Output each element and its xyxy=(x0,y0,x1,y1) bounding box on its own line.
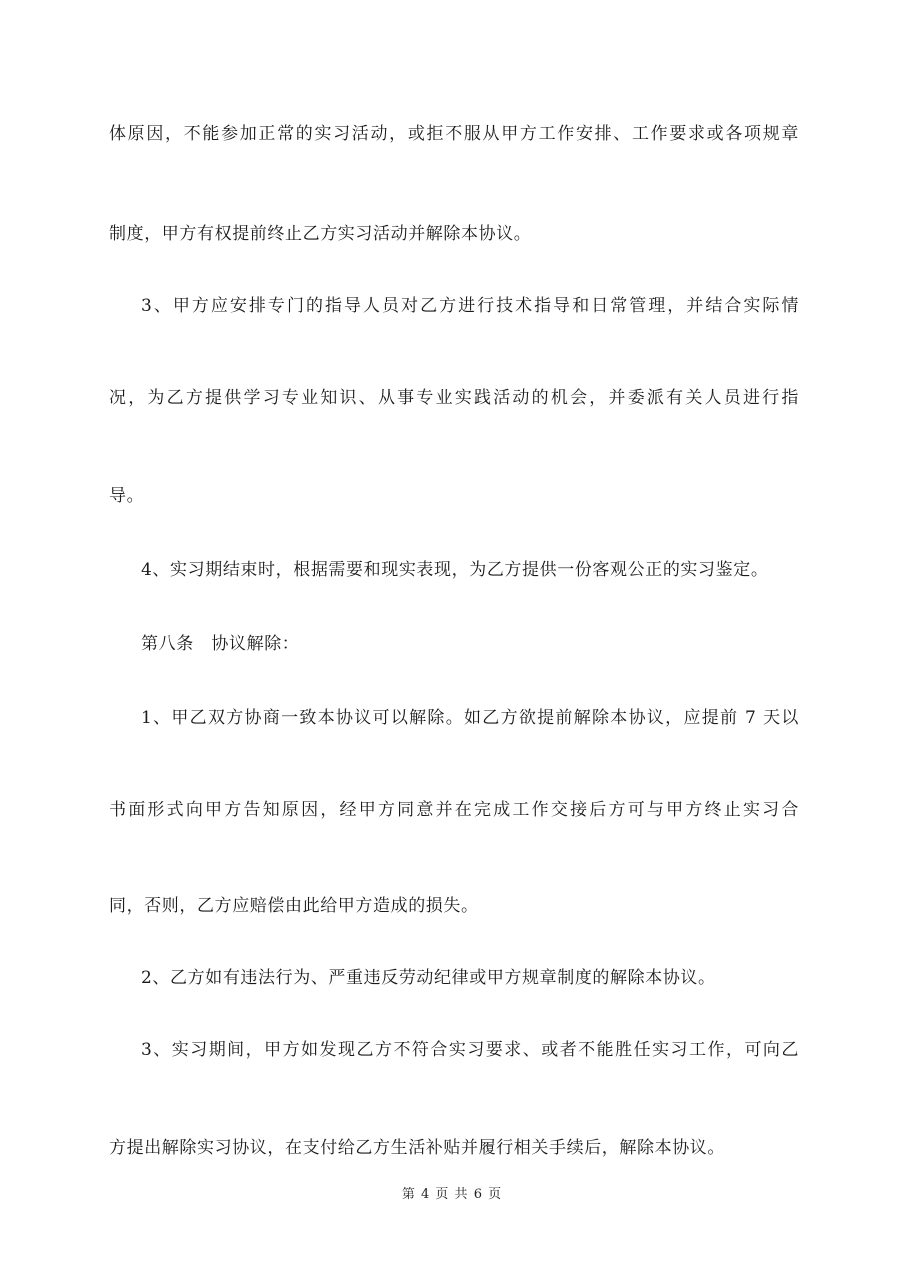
paragraph-line: 4、实习期结束时，根据需要和现实表现，为乙方提供一份客观公正的实习鉴定。 xyxy=(141,560,769,580)
paragraph-line: 1、甲乙双方协商一致本协议可以解除。如乙方欲提前解除本协议，应提前 7 天以 xyxy=(141,708,799,728)
paragraph-line: 制度，甲方有权提前终止乙方实习活动并解除本协议。 xyxy=(109,224,532,244)
paragraph-line: 导。 xyxy=(109,486,145,506)
paragraph-line: 体原因，不能参加正常的实习活动，或拒不服从甲方工作安排、工作要求或各项规章 xyxy=(109,124,799,144)
paragraph-line: 3、实习期间，甲方如发现乙方不符合实习要求、或者不能胜任实习工作，可向乙 xyxy=(141,1040,799,1060)
page-number-footer: 第 4 页 共 6 页 xyxy=(401,1187,503,1202)
paragraph-line: 同，否则，乙方应赔偿由此给甲方造成的损失。 xyxy=(109,896,479,916)
paragraph-line: 况，为乙方提供学习专业知识、从事专业实践活动的机会，并委派有关人员进行指 xyxy=(109,388,799,408)
paragraph-line: 2、乙方如有违法行为、严重违反劳动纪律或甲方规章制度的解除本协议。 xyxy=(141,968,716,988)
paragraph-line: 方提出解除实习协议，在支付给乙方生活补贴并履行相关手续后，解除本协议。 xyxy=(109,1138,725,1158)
paragraph-line: 书面形式向甲方告知原因，经甲方同意并在完成工作交接后方可与甲方终止实习合 xyxy=(109,800,799,820)
section-heading: 第八条 协议解除： xyxy=(141,634,300,654)
paragraph-line: 3、甲方应安排专门的指导人员对乙方进行技术指导和日常管理，并结合实际情 xyxy=(141,296,799,316)
